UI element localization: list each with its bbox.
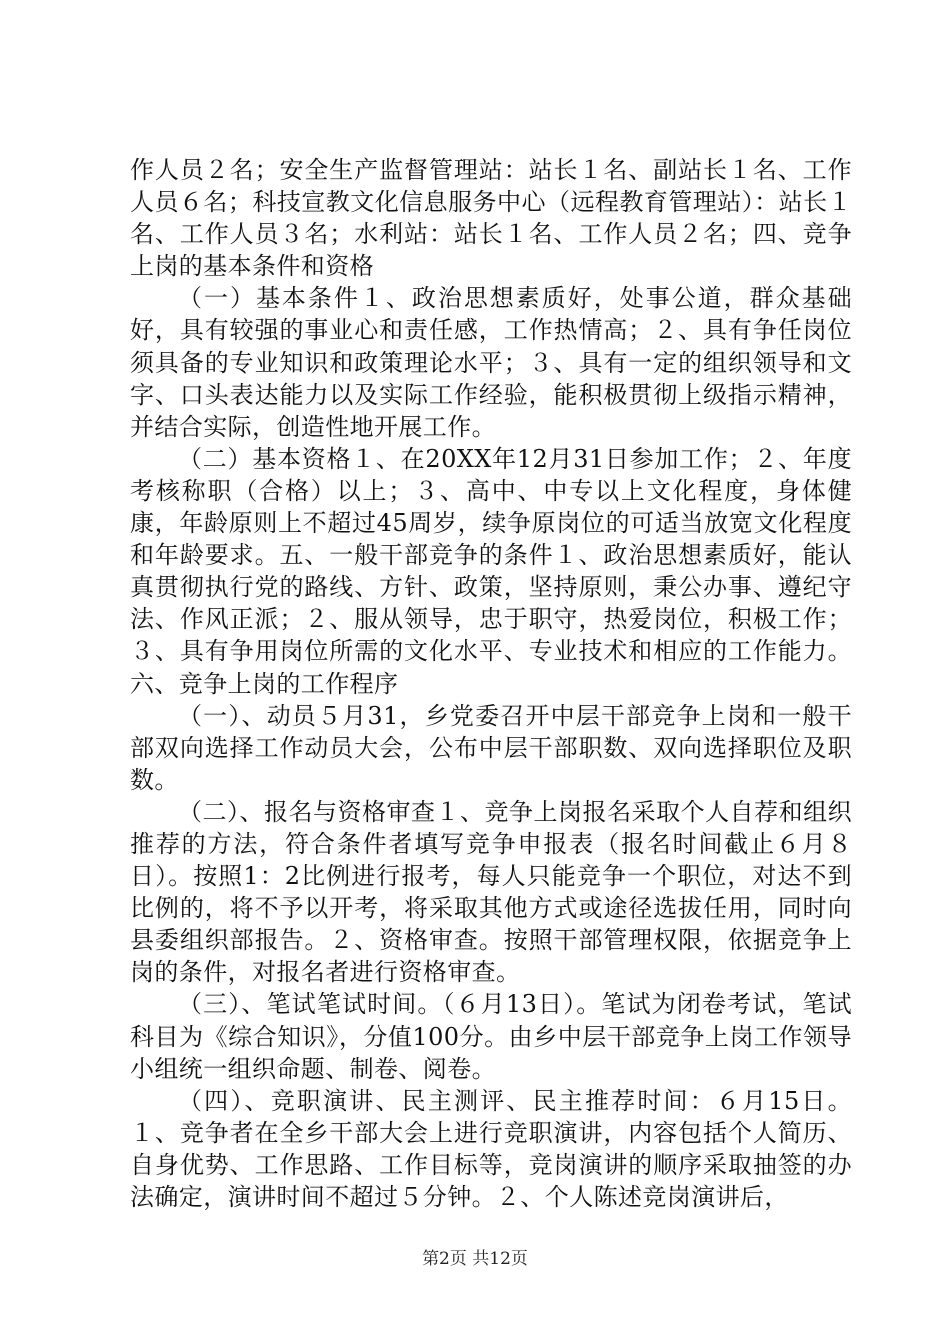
paragraph-1: 作人员２名；安全生产监督管理站：站长１名、副站长１名、工作人员６名；科技宣教文化信息服务中心（远程教育管理站）：站长１名、工作人员３名；水利站：站长１名、工作人员２名；四、竞争上岗的基本条件和资格 [130,156,852,281]
paragraph-4: （一）、动员５月31，乡党委召开中层干部竞争上岗和一般干部双向选择工作动员大会，公布中层干部职数、双向选择职位及职数。 [130,701,852,794]
paragraph-7: （四）、竞职演讲、民主测评、民主推荐时间：６月15日。１、竞争者在全乡干部大会上进行竞职演讲，内容包括个人简历、自身优势、工作思路、工作目标等，竞岗演讲的顺序采取抽签的办法确定，演讲时间不超过５分钟。２、个人陈述竞岗演讲后， [130,1086,852,1211]
paragraph-3: （二）基本资格１、在20XX年12月31日参加工作；２、年度考核称职（合格）以上；３、高中、中专以上文化程度，身体健康，年龄原则上不超过45周岁，续争原岗位的可适当放宽文化程度和年龄要求。五、一般干部竞争的条件１、政治思想素质好，能认真贯彻执行党的路线、方针、政策，坚持原则，秉公办事、遵纪守法、作风正派；２、服从领导，忠于职守，热爱岗位，积极工作；３、具有争用岗位所需的文化水平、专业技术和相应的工作能力。六、竞争上岗的工作程序 [130,444,852,698]
paragraph-5: （二）、报名与资格审查１、竞争上岗报名采取个人自荐和组织推荐的方法，符合条件者填写竞争申报表（报名时间截止６月８日）。按照1：2比例进行报考，每人只能竞争一个职位，对达不到比例的，将不予以开考，将采取其他方式或途径选拔任用，同时向县委组织部报告。２、资格审查。按照干部管理权限，依据竞争上岗的条件，对报名者进行资格审查。 [130,797,852,987]
document-body [130,154,852,1213]
paragraph-6: （三）、笔试笔试时间。（６月13日）。笔试为闭卷考试，笔试科目为《综合知识》，分值100分。由乡中层干部竞争上岗工作领导小组统一组织命题、制卷、阅卷。 [130,990,852,1083]
page-number-footer: 第2页 共12页 [422,1249,528,1269]
paragraph-2: （一）基本条件１、政治思想素质好，处事公道，群众基础好，具有较强的事业心和责任感，工作热情高；２、具有争任岗位须具备的专业知识和政策理论水平；３、具有一定的组织领导和文字、口头表达能力以及实际工作经验，能积极贯彻上级指示精神，并结合实际，创造性地开展工作。 [130,284,852,441]
